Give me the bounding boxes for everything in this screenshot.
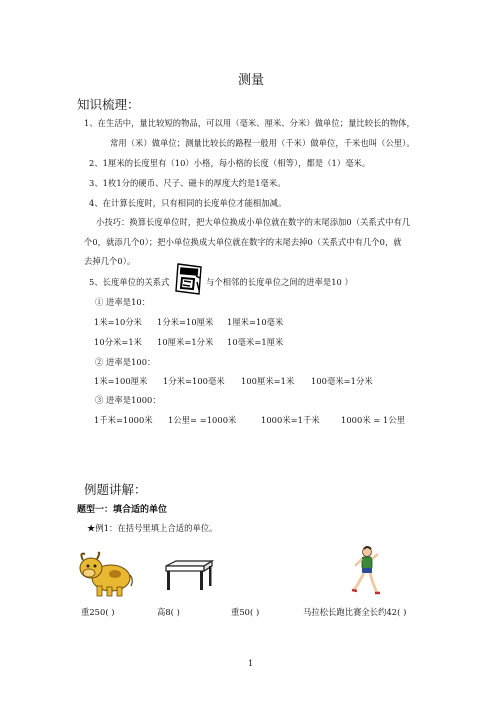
rate1000-c1: 1千米=1000米 — [94, 415, 153, 425]
cow-illustration — [77, 548, 135, 598]
rate10-label: ① 进率是10： — [95, 297, 151, 307]
rate10-r2-c3: 10毫米=1厘米 — [227, 337, 284, 347]
knowledge-item-2: 2、1厘米的长度里有（10）小格，每小格的长度（相等），都是（1）毫米。 — [89, 158, 371, 168]
rate1000-c2: 1公里= =1000米 — [168, 415, 237, 425]
rate100-c4: 100毫米=1分米 — [311, 376, 373, 386]
rate10-r2-c1: 10分米=1米 — [94, 337, 143, 347]
desk-illustration — [162, 560, 214, 592]
knowledge-item-1a: 1、在生活中，量比较短的物品，可以用（毫米、厘米、分米）做单位；量比较长的物体， — [84, 118, 415, 128]
knowledge-item-5-left: 5、长度单位的关系式 — [89, 277, 170, 287]
rate100-c3: 100厘米=1米 — [241, 376, 295, 386]
rate1000-c4: 1000米 = 1公里 — [341, 415, 406, 425]
blank-weight[interactable]: 重50( ) — [231, 607, 260, 617]
rate10-r1-c1: 1米=10分米 — [94, 317, 143, 327]
blank-desk[interactable]: 高8( ) — [157, 607, 180, 617]
runner-illustration — [351, 546, 381, 596]
section-heading-knowledge: 知识梳理： — [77, 97, 140, 112]
tip-line-3: 去掉几个0）。 — [84, 256, 136, 266]
knowledge-item-5-right: 与个相邻的长度单位之间的进率是10 ） — [206, 277, 353, 287]
rate1000-label: ③ 进率是1000： — [95, 395, 161, 405]
rate10-r1-c2: 1分米=10厘米 — [157, 317, 214, 327]
knowledge-item-4: 4、在计算长度时，只有相同的长度单位才能相加减。 — [89, 198, 287, 208]
section-heading-examples: 例题讲解： — [84, 482, 147, 497]
knowledge-item-1b: 常用（米）做单位；测量比较长的路程一般用（千米）做单位，千米也叫（公里）。 — [110, 138, 415, 148]
example-label: ★例1：在括号里填上合适的单位。 — [87, 523, 218, 533]
page-number: 1 — [248, 658, 254, 668]
rate1000-c3: 1000米=1千米 — [261, 415, 320, 425]
rate100-label: ② 进率是100： — [95, 357, 156, 367]
rate100-c2: 1分米=100毫米 — [163, 376, 225, 386]
page-title: 测量 — [238, 73, 265, 88]
rate10-r2-c2: 10厘米=1分米 — [157, 337, 214, 347]
blank-cow[interactable]: 重250( ) — [81, 607, 115, 617]
rate100-c1: 1米=100厘米 — [94, 376, 148, 386]
tip-line-2: 个0，就添几个0）；把小单位换成大单位就在数字的末尾去掉0（关系式中有几个0，就 — [84, 237, 402, 247]
rate10-r1-c3: 1厘米=10毫米 — [227, 317, 284, 327]
seal-stamp-icon — [174, 262, 204, 296]
tip-line-1: 小技巧：换算长度单位时，把大单位换成小单位就在数字的末尾添加0（关系式中有几 — [96, 217, 411, 227]
knowledge-item-3: 3、1枚1分的硬币、尺子、磁卡的厚度大约是1毫米。 — [89, 178, 286, 188]
blank-marathon[interactable]: 马拉松长跑比赛全长约42( ) — [303, 607, 407, 617]
type-heading: 题型一：填合适的单位 — [77, 505, 168, 515]
